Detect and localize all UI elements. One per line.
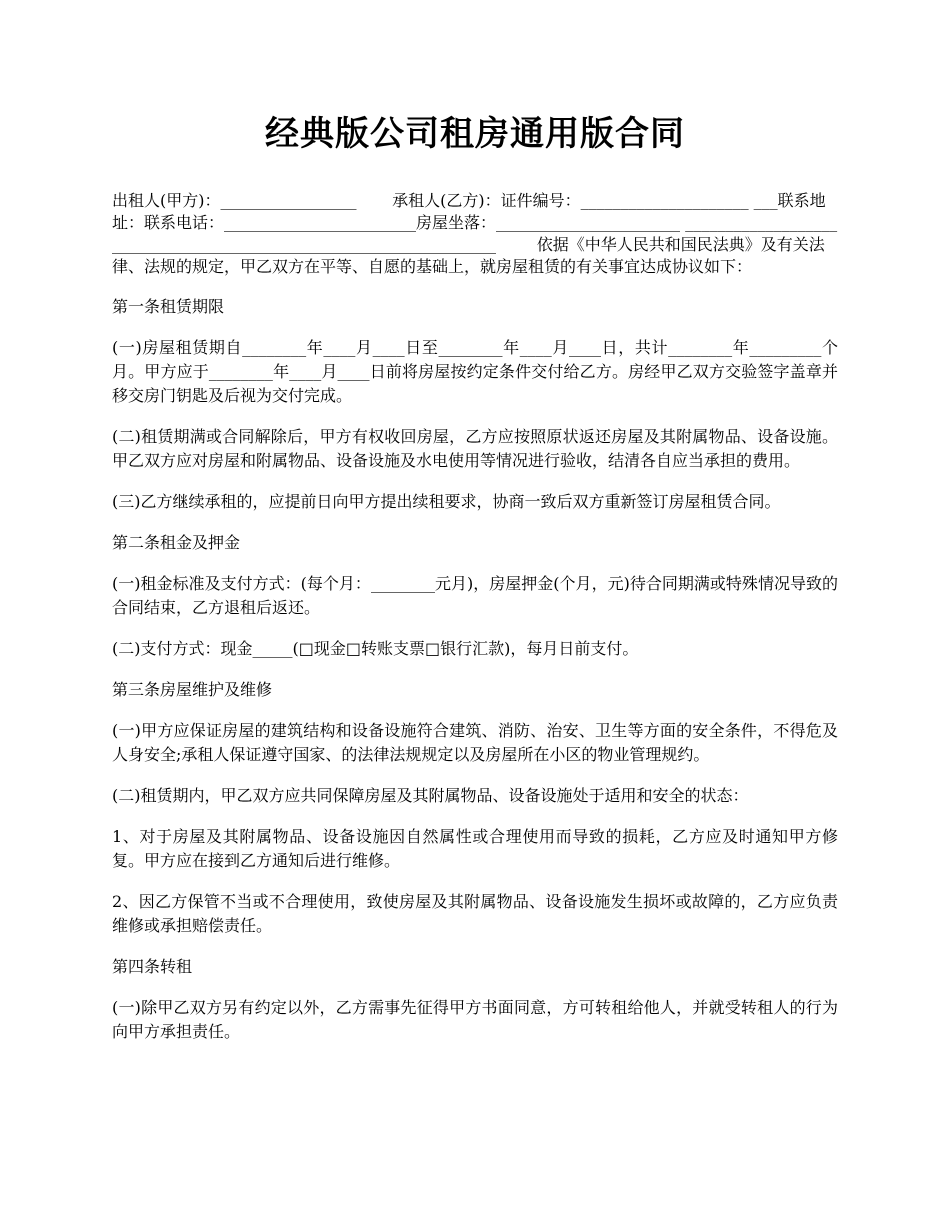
section-heading: 第一条租赁期限 <box>112 297 225 316</box>
document-title: 经典版公司租房通用版合同 <box>265 114 685 154</box>
clause-paragraph: (二)支付方式：现金_____(□现金□转账支票□银行汇款)，每月日前支付。 <box>112 639 639 658</box>
clause-paragraph: (二)租赁期内，甲乙双方应共同保障房屋及其附属物品、设备设施处于适用和安全的状态： <box>112 786 749 805</box>
clause-paragraph: 1、对于房屋及其附属物品、设备设施因自然属性或合理使用而导致的损耗，乙方应及时通知甲方修复。甲方应在接到乙方通知后进行维修。 <box>112 827 838 870</box>
clause-paragraph: (二)租赁期满或合同解除后，甲方有权收回房屋，乙方应按照原状返还房屋及其附属物品、设备设施。甲乙双方应对房屋和附属物品、设备设施及水电使用等情况进行验收，结清各自应当承担的费用。 <box>112 427 838 470</box>
party-info-block: 出租人(甲方)：_________________ 承租人(乙方)：证件编号：_____________________ ___联系地址：联系电话：________________________房屋坐落：_______________________ ___________________________________________________________________ 依据《中华人民共和国民法典》及有关法律、法规的规定，甲乙双方在平等、自愿的基础上，就房屋租赁的有关事宜达成协议如下： <box>112 191 838 276</box>
section-3 <box>112 678 838 938</box>
clause-paragraph: (一)甲方应保证房屋的建筑结构和设备设施符合建筑、消防、治安、卫生等方面的安全条件，不得危及人身安全;承租人保证遵守国家、的法律法规规定以及房屋所在小区的物业管理规约。 <box>112 721 838 764</box>
clause-paragraph: (一)租金标准及支付方式：(每个月：________元月)，房屋押金(个月，元)待合同期满或特殊情况导致的合同结束，乙方退租后返还。 <box>112 574 838 617</box>
clause-paragraph: (一)房屋租赁期自________年____月____日至________年____月____日，共计________年_________个月。甲方应于________年____月____日前将房屋按约定条件交付给乙方。房经甲乙双方交验签字盖章并移交房门钥匙及后视为交付完成。 <box>112 338 838 405</box>
section-1 <box>112 295 838 514</box>
section-4 <box>112 955 838 1044</box>
section-heading: 第三条房屋维护及维修 <box>112 680 273 699</box>
clause-paragraph: 2、因乙方保管不当或不合理使用，致使房屋及其附属物品、设备设施发生损坏或故障的，乙方应负责维修或承担赔偿责任。 <box>112 892 838 935</box>
clause-paragraph: (一)除甲乙双方另有约定以外，乙方需事先征得甲方书面同意，方可转租给他人，并就受转租人的行为向甲方承担责任。 <box>112 998 838 1041</box>
section-heading: 第二条租金及押金 <box>112 533 241 552</box>
section-2 <box>112 531 838 661</box>
clause-paragraph: (三)乙方继续承租的，应提前日向甲方提出续租要求，协商一致后双方重新签订房屋租赁合同。 <box>112 492 781 511</box>
section-heading: 第四条转租 <box>112 957 193 976</box>
